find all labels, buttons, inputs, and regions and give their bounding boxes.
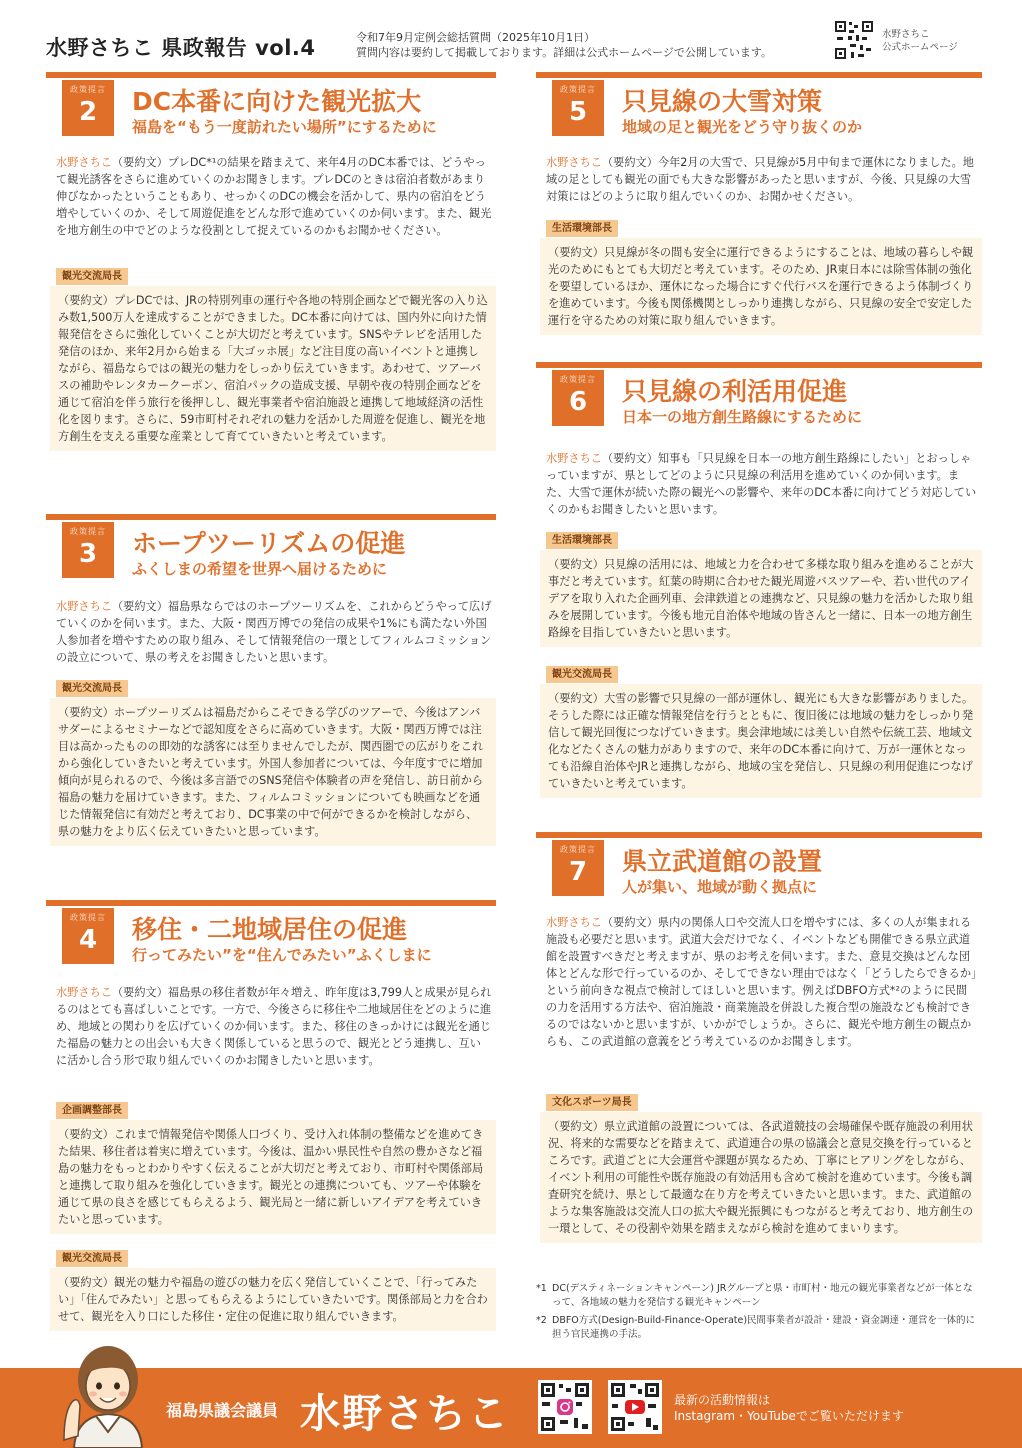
section-divider: [46, 72, 496, 78]
question-body: （要約文）今年2月の大雪で、只見線が5月中旬まで運休になりました。地域の足としても観光の面でも大きな影響があったと思いますが、今後、只見線の大雪対策にはどのように取り組んでいくのか、お聞かせください。: [546, 156, 974, 203]
policy-number-badge: [552, 370, 604, 426]
section-subtitle: 人が集い、地域が動く拠点に: [622, 878, 818, 896]
badge-number: 3: [78, 539, 98, 569]
newsletter-subtitle: [356, 30, 772, 60]
section-subtitle: 日本一の地方創生路線にするために: [622, 408, 863, 426]
questioner-name: 水野さちこ: [546, 156, 602, 169]
policy-section-3: [46, 514, 496, 884]
answer-role-tag: 企画調整部長: [56, 1102, 128, 1119]
question-text: [546, 450, 978, 518]
session-date: 令和7年9月定例会総括質問（2025年10月1日）: [356, 31, 595, 44]
questioner-name: 水野さちこ: [56, 600, 112, 613]
footnote-mark: *1: [536, 1283, 547, 1294]
question-text: [546, 914, 978, 1050]
section-subtitle: 地域の足と観光をどう守り抜くのか: [622, 118, 863, 136]
answer-text: （要約文）プレDCでは、JRの特別列車の運行や各地の特別企画などで観光客の入り込み数1,500万人を達成することができました。DC本番に向けては、国内外に向けた情報発信をさらに強化していくことが大切だと考えています。SNSやテレビを活用した発信のほか、来年2月から始まる「大ゴッホ展」など注目度の高いイベントと連携しながら、福島ならではの観光の魅力をしっかり伝えていきます。あわせて、ツアーバスの補助やレンタカークーポン、宿泊パックの造成支援、早朝や夜の特別企画などを通じて宿泊を伴う旅行を後押しし、観光事業者や宿泊施設と連携して地域経済の活性化を図ります。さらに、59市町村それぞれの魅力を活かした周遊を促進し、観光を地方創生を支える重要な産業として育てていきたいと考えています。: [50, 286, 496, 451]
section-subtitle: ふくしまの希望を世界へ届けるために: [132, 560, 388, 578]
footnote-item: [536, 1314, 982, 1342]
answer-role-tag: 観光交流局長: [56, 680, 128, 697]
question-text: [56, 598, 492, 666]
answer-role-tag: 観光交流局長: [56, 1250, 128, 1267]
policy-section-2: [46, 72, 496, 500]
member-role: 福島県議会議員: [166, 1401, 279, 1420]
section-title: ホープツーリズムの促進: [132, 529, 406, 558]
homepage-qr-label: [882, 28, 958, 54]
answer-text: （要約文）只見線の活用には、地域と力を合わせて多様な取り組みを進めることが大事だと考えています。紅葉の時期に合わせた観光周遊バスツアーや、若い世代のアイデアを取り入れた企画列車、会津鉄道との連携など、只見線の魅力を活かした取り組みを展開しています。今後も地元自治体や地域の皆さんと一緒に、日本一の地方創生路線を目指していきたいと思います。: [540, 550, 982, 647]
section-title: 移住・二地域居住の促進: [132, 915, 408, 944]
answer-role-tag: 観光交流局長: [546, 666, 618, 683]
policy-number-badge: [552, 80, 604, 136]
answer-text: （要約文）ホープツーリズムは福島だからこそできる学びのツアーで、今後はアンバサダーによるセミナーなどで認知度をさらに高めていきます。大阪・関西万博では注目は高かったものの即効的な誘客には至りませんでしたが、関西圏での広がりをこれから強化していきたいと考えています。外国人参加者については、今年度すでに増加傾向が見られるので、今後は多言語でのSNS発信や体験者の声を発信し、訪日前から福島の魅力を届けていきます。また、フィルムコミッションについても映画などを通じた情報発信に有効だと考えており、DC事業の中で何ができるかを検討しながら、県の魅力をより広く伝えていきたいと思っています。: [50, 698, 496, 846]
answer-text: （要約文）県立武道館の設置については、各武道競技の会場確保や既存施設の利用状況、将来的な需要などを踏まえて、武道連合の県の協議会と意見交換を行っているところです。武道ごとに大会運営や課題が異なるため、丁寧にヒアリングをしながら、イベント利用の可能性や既存施設の有効活用も含めて検討を進めています。今後も調査研究を続け、県として最適な在り方を考えていきたいと思います。また、武道館のような集客施設は交流人口の拡大や観光振興にもつながると考えており、地方創生の一環として、その役割や効果を踏まえながら検討を進めてまいります。: [540, 1112, 982, 1243]
newsletter-title: 水野さちこ 県政報告 vol.4: [46, 36, 316, 60]
section-title: 只見線の大雪対策: [622, 87, 823, 116]
question-body: （要約文）知事も「只見線を日本一の地方創生路線にしたい」とおっしゃっていますが、県としてどのように只見線の利活用を進めていくのか伺います。また、大雪で運休が続いた際の観光への影響や、来年のDC本番に向けてどう対応していくのかもお聞きしたいと思います。: [546, 452, 977, 516]
youtube-qr-code-icon[interactable]: [608, 1380, 662, 1434]
member-name: 水野さちこ: [300, 1391, 510, 1437]
answer-role-tag: 生活環境部長: [546, 532, 618, 549]
qr-label-name: 水野さちこ: [882, 29, 930, 40]
badge-label: 政策提言: [560, 375, 596, 384]
footnote-text: DBFO方式(Design-Build-Finance-Operate)民間事業者が設計・建設・資金調達・運営を一体的に担う官民連携の手法。: [552, 1315, 976, 1340]
page-header: [0, 0, 1022, 70]
policy-number-badge: [62, 80, 114, 136]
summary-note: 質問内容は要約して掲載しております。詳細は公式ホームページで公開しています。: [356, 46, 773, 59]
badge-label: 政策提言: [70, 85, 106, 94]
policy-section-6: [536, 362, 982, 800]
question-body: （要約文）福島県の移住者数が年々増え、昨年度は3,799人と成果が見られるのはとても喜ばしいことです。一方で、今後さらに移住や二地域居住をどのように進め、地域との関わりを広げていくのか伺います。また、移住のきっかけには観光を通じた福島の魅力との出会いも大きく関係していると思うので、観光とどう連携し、互いに活かし合う形で取り組んでいくのかお聞きしたいと思います。: [56, 986, 492, 1067]
policy-section-5: [536, 72, 982, 342]
questioner-name: 水野さちこ: [56, 156, 112, 169]
footnote-item: [536, 1282, 982, 1310]
section-divider: [46, 514, 496, 520]
sns-info-line1: 最新の活動情報は: [674, 1393, 771, 1407]
section-divider: [46, 900, 496, 906]
questioner-name: 水野さちこ: [56, 986, 112, 999]
sns-info-line2: Instagram・YouTubeでご覧いただけます: [674, 1409, 904, 1423]
qr-label-site: 公式ホームページ: [882, 42, 958, 53]
answer-text: （要約文）只見線が冬の間も安全に運行できるようにすることは、地域の暮らしや観光のためにもとても大切だと考えています。そのため、JR東日本には除雪体制の強化を要望しているほか、運休になった場合にすぐ代行バスを運行できるよう体制づくりを進めています。今後も関係機関としっかり連携しながら、只見線の安全で安定した運行を守るための対策に取り組んでいきます。: [540, 238, 982, 335]
footnote-mark: *2: [536, 1315, 547, 1326]
footnote-text: DC(デスティネーションキャンペーン) JRグループと県・市町村・地元の観光事業者などが一体となって、各地域の魅力を発信する観光キャンペーン: [552, 1283, 973, 1308]
answer-role-tag: 生活環境部長: [546, 220, 618, 237]
question-text: [56, 984, 492, 1069]
section-subtitle: 福島を“もう一度訪れたい場所”にするために: [132, 118, 437, 136]
badge-label: 政策提言: [560, 85, 596, 94]
sns-info: [674, 1392, 904, 1424]
badge-number: 5: [568, 97, 588, 127]
homepage-qr-code-icon[interactable]: [834, 20, 874, 60]
section-title: DC本番に向けた観光拡大: [132, 87, 422, 116]
section-divider: [536, 832, 982, 838]
section-divider: [536, 362, 982, 368]
instagram-qr-code-icon[interactable]: [538, 1380, 592, 1434]
question-text: [546, 154, 978, 205]
policy-number-badge: [62, 908, 114, 964]
badge-number: 2: [78, 97, 98, 127]
footnotes: [536, 1282, 982, 1346]
badge-label: 政策提言: [70, 913, 106, 922]
page-footer: [0, 1368, 1022, 1448]
questioner-name: 水野さちこ: [546, 916, 602, 929]
policy-number-badge: [552, 840, 604, 896]
question-body: （要約文）福島県ならではのホープツーリズムを、これからどうやって広げていくのかを伺います。また、大阪・関西万博での発信の成果や1%にも満たない外国人参加者を増やすための取り組み、そして情報発信の一環としてフィルムコミッションの設立について、県の考えをお聞きしたいと思います。: [56, 600, 492, 664]
answer-role-tag: 文化スポーツ局長: [546, 1094, 638, 1111]
question-body: （要約文）県内の関係人口や交流人口を増やすには、多くの人が集まれる施設も必要だと思います。武道大会だけでなく、イベントなども開催できる県立武道館を設置すべきだと考えますが、県のお考えを伺います。また、意見交換はどんな団体とどんな形で行っているのか、そしてできない理由ではなく「どうしたらできるか」という前向きな視点で検討してほしいと思います。例えばDBFO方式*²のように民間の力を活用する方法や、宿泊施設・商業施設を併設した複合型の施設なども検討できるのではないかと思いますが、いかがでしょうか。さらに、観光や地方創生の観点からも、この武道館の意義をどう考えているのかお聞きします。: [546, 916, 977, 1048]
questioner-name: 水野さちこ: [546, 452, 602, 465]
policy-section-4: [46, 900, 496, 1358]
badge-label: 政策提言: [70, 527, 106, 536]
policy-number-badge: [62, 522, 114, 578]
answer-role-tag: 観光交流局長: [56, 268, 128, 285]
answer-text: （要約文）観光の魅力や福島の遊びの魅力を広く発信していくことで、「行ってみたい」「住んでみたい」と思ってもらえるようにしていきたいです。関係部局と力を合わせて、観光を入り口にした移住・定住の促進に取り組んでいきます。: [50, 1268, 496, 1331]
question-body: （要約文）プレDC*¹の結果を踏まえて、来年4月のDC本番では、どうやって観光誘客をさらに進めていくのかお聞きします。プレDCのときは宿泊者数があまり伸びなかったということもあり、せっかくのDCの機会を活かして、県内の宿泊をどう増やしていくのか、そして周遊促進をどんな形で進めていくのか伺います。また、観光を地方創生の中でどのような役割として捉えているのかもお聞かせください。: [56, 156, 492, 237]
answer-text: （要約文）これまで情報発信や関係人口づくり、受け入れ体制の整備などを進めてきた結果、移住者は着実に増えています。今後は、温かい県民性や自然の豊かさなど福島の魅力をもっとわかりやすく伝えることが大切だと考えており、市町村や関係部局と連携して取り組みを強化していきます。観光との連携についても、ツアーや体験を通じて県の良さを感じてもらえるよう、観光局と一緒に新しいアイデアを考えていきたいと思っています。: [50, 1120, 496, 1234]
section-title: 県立武道館の設置: [622, 847, 823, 876]
policy-section-7: [536, 832, 982, 1282]
badge-number: 6: [568, 387, 588, 417]
answer-text: （要約文）大雪の影響で只見線の一部が運休し、観光にも大きな影響がありました。そうした際には正確な情報発信を行うとともに、復旧後には地域の魅力をしっかり発信して観光回復につなげていきます。奥会津地域には美しい自然や伝統工芸、地域文化などたくさんの魅力がありますので、来年のDC本番に向けて、万が一運休となっても沿線自治体やJRと連携しながら、地域の宝を発信し、只見線の利用促進につなげていきたいと考えています。: [540, 684, 982, 798]
section-subtitle: 行ってみたい”を“住んでみたい”ふくしまに: [132, 946, 432, 964]
section-title: 只見線の利活用促進: [622, 377, 848, 406]
question-text: [56, 154, 492, 239]
badge-number: 4: [78, 925, 98, 955]
section-divider: [536, 72, 982, 78]
badge-label: 政策提言: [560, 845, 596, 854]
badge-number: 7: [568, 857, 588, 887]
avatar-illustration-icon: [60, 1336, 156, 1448]
